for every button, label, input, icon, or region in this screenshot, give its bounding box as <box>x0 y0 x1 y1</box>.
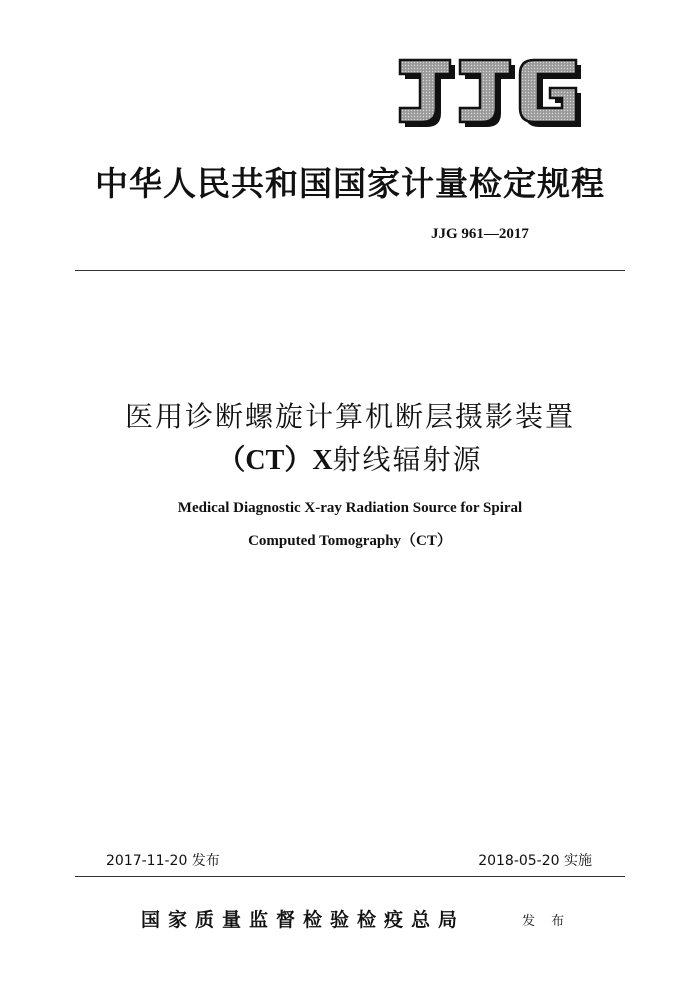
logo-letter-j2 <box>460 60 510 122</box>
chinese-title-line-1: 医用诊断螺旋计算机断层摄影装置 <box>124 400 575 433</box>
english-title-line-2: Computed Tomography（CT） <box>248 533 452 549</box>
top-divider <box>75 270 625 271</box>
chinese-title-latin-part: （CT）X <box>217 445 333 476</box>
logo-letter-j1 <box>400 60 450 122</box>
issue-date: 2017-11-20 发布 <box>106 853 220 869</box>
implementation-date: 2018-05-20 实施 <box>478 853 592 869</box>
regulation-title: 中华人民共和国国家计量检定规程 <box>95 164 605 203</box>
chinese-title-cjk-part: 射线辐射源 <box>332 443 483 476</box>
publish-verb: 发 布 <box>522 914 571 929</box>
regulation-code: JJG 961—2017 <box>431 226 529 242</box>
jjg-logo <box>398 58 588 130</box>
english-title-line-1: Medical Diagnostic X-ray Radiation Source for Spiral <box>177 500 523 516</box>
chinese-title-line-2 <box>0 438 700 478</box>
logo-letter-g <box>520 60 576 122</box>
bottom-divider <box>75 876 625 877</box>
publisher: 国家质量监督检验检疫总局 <box>141 909 466 931</box>
